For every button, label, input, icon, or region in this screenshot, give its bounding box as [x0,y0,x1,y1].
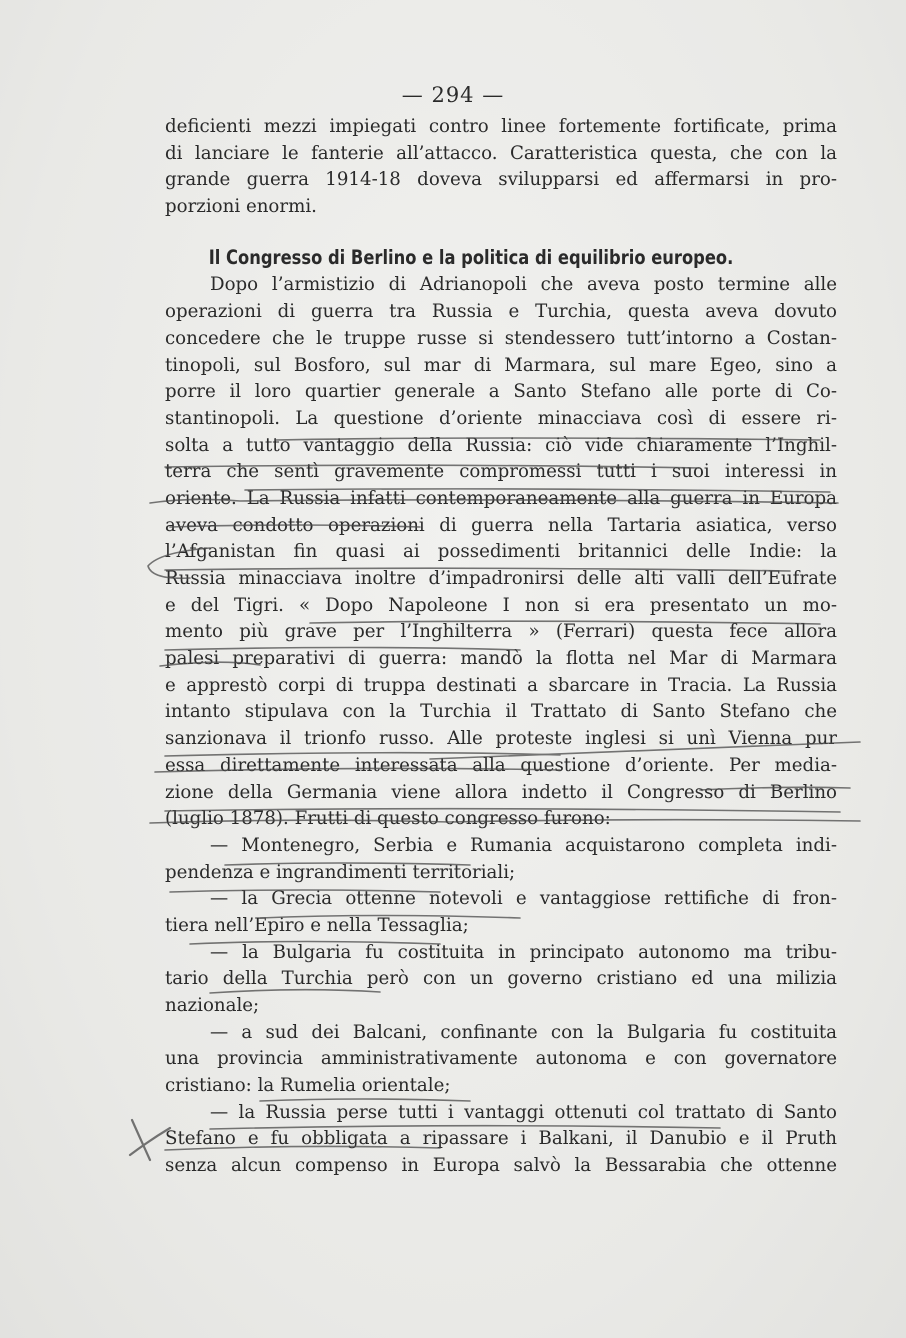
text-line: tiera nell’Epiro e nella Tessaglia; [165,914,469,936]
text-line: di lanciare le fanterie all’attacco. Caratteristica questa, che con la [165,142,837,164]
text-line: (luglio 1878). Frutti di questo congresso furono: [165,808,611,830]
text-line: cristiano: la Rumelia orientale; [165,1075,451,1097]
text-line: e del Tigri. « Dopo Napoleone I non si era presentato un mo- [165,594,837,616]
list-item [165,1020,837,1100]
text-line: terra che sentì gravemente compromessi tutti i suoi interessi in [165,461,837,483]
text-line: aveva condotto operazioni di guerra nella Tartaria asiatica, verso [165,514,837,536]
text-line: una provincia amministrativamente autonoma e con governatore [165,1048,837,1070]
text-line: tario della Turchia però con un governo cristiano ed una milizia [165,968,837,990]
page-number: — 294 — [401,83,505,107]
text-line: — Montenegro, Serbia e Rumania acquistarono completa indi- [210,834,837,856]
text-line: — la Russia perse tutti i vantaggi ottenuti col trattato di Santo [210,1101,837,1123]
text-line: palesi preparativi di guerra: mandò la flotta nel Mar di Marmara [165,648,837,670]
text-line: Stefano e fu obbligata a ripassare i Balkani, il Danubio e il Pruth [165,1128,837,1150]
list-item [165,886,837,939]
paragraph-intro [165,114,837,221]
list-item [165,833,837,886]
body-text [165,114,837,1180]
text-line: essa direttamente interessata alla questione d’oriente. Per media- [165,754,837,776]
section-heading: Il Congresso di Berlino e la politica di equilibrio europeo. [208,245,734,269]
text-line: — la Bulgaria fu costituita in principato autonomo ma tribu- [210,941,837,963]
text-line: oriente. La Russia infatti contemporaneamente alla guerra in Europa [165,487,837,509]
text-line: solta a tutto vantaggio della Russia: ciò vide chiaramente l’Inghil- [165,434,837,456]
text-line: concedere che le truppe russe si stendessero tutt’intorno a Costan- [165,327,837,349]
text-line: deficienti mezzi impiegati contro linee fortemente fortificate, prima [165,116,837,137]
outcomes-list [165,833,837,1180]
text-line: l’Afganistan fin quasi ai possedimenti britannici delle Indie: la [165,541,837,563]
text-line: tinopoli, sul Bosforo, sul mar di Marmara, sul mare Egeo, sino a [165,354,837,376]
text-line: e apprestò corpi di truppa destinati a sbarcare in Tracia. La Russia [165,674,837,696]
text-line: zione della Germania viene allora indetto il Congresso di Berlino [165,781,837,803]
margin-cross-mark [130,1120,170,1160]
text-line: intanto stipulava con la Turchia il Trattato di Santo Stefano che [165,701,837,723]
list-item [165,1100,837,1180]
text-line: Russia minacciava inoltre d’impadronirsi delle alti valli dell’Eufrate [165,568,837,589]
text-line: stantinopoli. La questione d’oriente minacciava così di essere ri- [165,407,837,429]
text-line: senza alcun compenso in Europa salvò la Bessarabia che ottenne [165,1155,837,1177]
text-line: mento più grave per l’Inghilterra » (Ferrari) questa fece allora [165,621,837,643]
text-line: Dopo l’armistizio di Adrianopoli che aveva posto termine alle [210,274,837,296]
paragraph-congress [165,272,837,832]
text-line: porre il loro quartier generale a Santo Stefano alle porte di Co- [165,381,837,403]
text-line: — la Grecia ottenne notevoli e vantaggiose rettifiche di fron- [210,888,837,910]
text-line: porzioni enormi. [165,196,317,218]
text-line: pendenza e ingrandimenti territoriali; [165,861,516,883]
text-line: grande guerra 1914-18 doveva svilupparsi ed affermarsi in pro- [165,169,837,191]
text-line: operazioni di guerra tra Russia e Turchia, questa aveva dovuto [165,301,837,323]
text-line: nazionale; [165,995,260,1016]
text-line: sanzionava il trionfo russo. Alle proteste inglesi si unì Vienna pur [165,728,837,750]
text-line: — a sud dei Balcani, confinante con la Bulgaria fu costituita [210,1021,837,1043]
list-item [165,940,837,1020]
